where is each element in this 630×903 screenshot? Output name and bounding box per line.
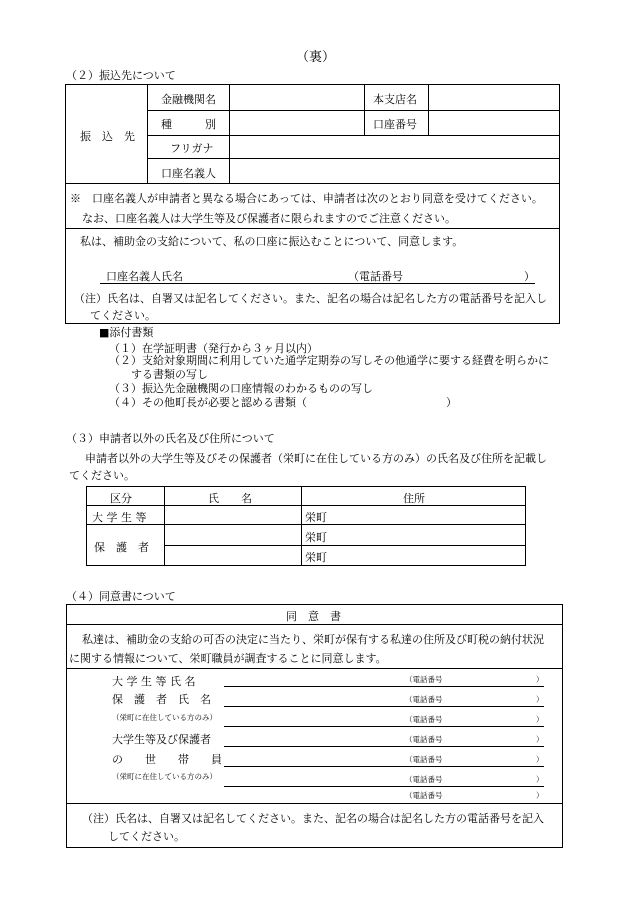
holder-sign-label: 口座名義人氏名 <box>106 270 183 283</box>
attachment-item: （１）在学証明書（発行から３ヶ月以内） <box>109 342 318 355</box>
guardian-name-label: 保 護 者 氏 名 <box>112 693 211 706</box>
signature-line <box>224 786 544 787</box>
remark-line2: てください。 <box>90 309 156 322</box>
consent-body-line1: 私達は、補助金の支給の可否の決定に当たり、栄町が保有する私達の住所及び町税の納付状況 <box>82 633 544 646</box>
holder-sign-line <box>100 283 535 284</box>
holder-name-label: 口座名義人 <box>161 167 216 180</box>
signature-line <box>224 706 544 707</box>
note-line1: ※ 口座名義人が申請者と異なる場合にあっては、申請者は次のとおり同意を受けてください。 <box>70 192 543 205</box>
section3-desc-line1: 申請者以外の大学生等及びその保護者（栄町に在住している方のみ）の氏名及び住所を記載し <box>85 452 547 465</box>
household-label-line2: の 世 帯 員 <box>112 753 222 766</box>
col-name: 氏 名 <box>208 492 252 505</box>
holder-phone-close: ） <box>524 270 535 283</box>
consent-remark-line2: してください。 <box>108 830 185 843</box>
section4-heading: （４）同意書について <box>66 590 176 603</box>
row-guardian: 保 護 者 <box>94 541 149 554</box>
phone-label: （電話番号 <box>405 791 443 800</box>
section3-heading: （３）申請者以外の氏名及び住所について <box>66 432 275 445</box>
account-type-label: 種 別 <box>161 118 216 131</box>
phone-close: ） <box>536 735 544 744</box>
phone-close: ） <box>536 755 544 764</box>
signature-line <box>224 766 544 767</box>
phone-close: ） <box>536 695 544 704</box>
signature-line <box>224 726 544 727</box>
consent-box-title: 同 意 書 <box>286 610 341 623</box>
address-prefix: 栄町 <box>305 531 327 544</box>
phone-label: （電話番号 <box>405 735 443 744</box>
attachment-item-close: ） <box>446 396 457 409</box>
furigana-label: フリガナ <box>170 142 214 155</box>
section2-heading: （２）振込先について <box>66 69 176 82</box>
holder-phone-label: （電話番号 <box>348 270 403 283</box>
phone-label: （電話番号 <box>405 715 443 724</box>
note-line2: なお、口座名義人は大学生等及び保護者に限られますのでご注意ください。 <box>82 212 456 225</box>
attachment-item: する書類の写し <box>131 368 208 381</box>
signature-line <box>224 686 544 687</box>
address-prefix: 栄町 <box>305 551 327 564</box>
bank-name-label: 金融機関名 <box>161 93 216 106</box>
resident-note: （栄町に在住している方のみ） <box>112 772 217 781</box>
section3-desc-line2: てください。 <box>69 469 135 482</box>
attachment-item: （３）振込先金融機関の口座情報のわかるものの写し <box>109 382 373 395</box>
attachment-item: （２）支給対象期間に利用していた通学定期券の写しその他通学に要する経費を明らかに <box>109 354 549 367</box>
phone-close: ） <box>536 791 544 800</box>
attachment-item: （４）その他町長が必要と認める書類（ <box>109 396 307 409</box>
household-label-line1: 大学生等及び保護者 <box>112 733 211 746</box>
branch-name-label: 本支店名 <box>373 93 417 106</box>
phone-close: ） <box>536 775 544 784</box>
phone-label: （電話番号 <box>405 755 443 764</box>
account-number-label: 口座番号 <box>373 118 417 131</box>
row-student: 大 学 生 等 <box>92 511 147 524</box>
address-prefix: 栄町 <box>305 511 327 524</box>
consent-remark-line1: （注）氏名は、自署又は記名してください。また、記名の場合は記名した方の電話番号を記入 <box>82 812 544 825</box>
signature-line <box>224 746 544 747</box>
consent-text: 私は、補助金の支給について、私の口座に振込むことについて、同意します。 <box>80 235 464 248</box>
consent-body-line2: に関する情報について、栄町職員が調査することに同意します。 <box>69 652 387 665</box>
phone-label: （電話番号 <box>405 675 443 684</box>
col-address: 住所 <box>403 492 425 505</box>
remark-line1: （注）氏名は、自署又は記名してください。また、記名の場合は記名した方の電話番号を記入し <box>74 292 547 305</box>
phone-label: （電話番号 <box>405 775 443 784</box>
resident-note: （栄町に在住している方のみ） <box>112 713 217 722</box>
col-category: 区分 <box>110 492 132 505</box>
student-name-label: 大 学 生 等 氏 名 <box>112 675 196 688</box>
phone-close: ） <box>536 675 544 684</box>
attachments-heading: ■添付書類 <box>99 326 154 339</box>
transfer-row-label: 振 込 先 <box>80 130 135 143</box>
phone-close: ） <box>536 715 544 724</box>
page-title: （裏） <box>296 50 336 65</box>
phone-label: （電話番号 <box>405 695 443 704</box>
